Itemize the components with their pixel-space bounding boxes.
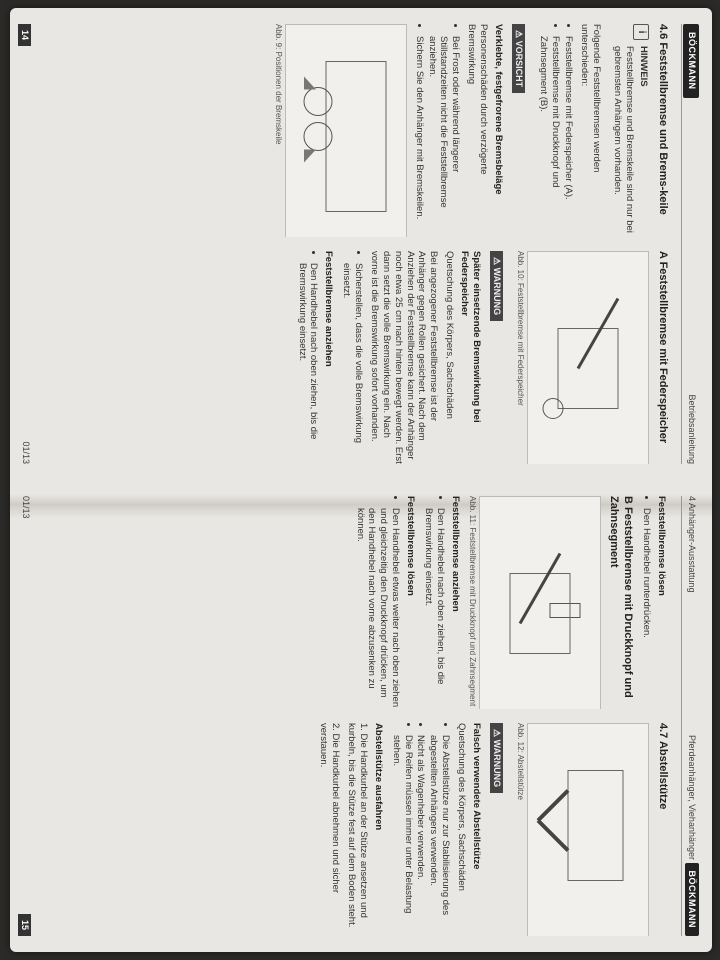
caution-text: Personenschäden durch verzögerte Bremswirkung (466, 24, 490, 175)
footer-right (18, 496, 31, 936)
note-text: Feststellbremse und Bremskeile sind nur bei gebremsten Anhängern vorhanden. (612, 46, 636, 233)
step: 2. Die Handkurbel abnehmen und sicher verstauen. (318, 723, 342, 894)
list-item: • Den Handhebel etwas weiter nach oben ziehen und gleichzeitig den Druckknopf drücken, um den Handhebel nach vorne abzusenken zu können. (354, 508, 402, 709)
list-item: • Sicherstellen, dass die volle Bremswirkung einsetzt. (340, 263, 364, 464)
list-item: • Feststellbremse mit Federspeicher (A). (562, 36, 574, 237)
list-item: • Die Abstellstütze nur zur Stabilisierung des abgestellten Anhängers verwenden. (428, 735, 452, 936)
list-item: • Den Handhebel nach oben ziehen, bis die Bremswirkung einsetzt. (422, 508, 446, 709)
running-header-left (681, 24, 700, 464)
right-column-1 (63, 496, 673, 709)
left-column-2 (63, 251, 673, 464)
warning-text: Quetschung des Körpers, Sachschäden (444, 251, 456, 419)
step: 1. Die Handkurbel an der Stütze ansetzen und kurbeln, bis die Stütze fest auf dem Boden steht. (346, 723, 369, 928)
figure-12-caption: Abb. 12: Abstellstütze (516, 723, 526, 800)
page-number-right: 15 (18, 914, 31, 936)
spread (10, 8, 712, 952)
subhead: Feststellbremse lösen (656, 496, 667, 596)
page-15 (10, 480, 712, 952)
list-item: • Die Reifen müssen immer unter Belastung stehen. (390, 735, 414, 936)
footer-date-right: 01/13 (21, 496, 32, 519)
left-column-1 (63, 24, 673, 237)
section-title-b: B Feststellbremse mit Druckknopf und Zahnsegment (608, 496, 635, 698)
figure-9-wheel-chocks (285, 24, 407, 237)
figure-12-jack-stand (527, 723, 649, 936)
list-item: • Nicht als Wagenheber verwenden. (415, 735, 427, 936)
running-header-right (681, 496, 700, 936)
header-section-left: Betriebsanleitung (686, 394, 697, 464)
subhead: Feststellbremse anziehen (323, 251, 335, 367)
warning-title: Später einsetzende Bremswirkung bei Federspeicher (459, 251, 482, 423)
header-section-right: 4 Anhänger-Ausstattung (686, 496, 697, 593)
warning-text: Quetschung des Körpers, Sachschäden (456, 723, 468, 891)
brand-logo: BÖCKMANN (685, 863, 699, 937)
caution-badge: ⚠ VORSICHT (512, 24, 525, 93)
list-item: • Den Handhebel runterdrücken. (640, 508, 652, 709)
body-text: Bei angezogener Feststellbremse ist der Anhänger gegen Rollen gesichert. Nach dem Anziehen der Feststellbremse kann der Anhänger noch etwa 25 cm nach hinten bewegt werden. Erst dann setzt die volle Bremswirkung ein. Nach vorne ist die Bremswirkung sofort vorhanden. (369, 251, 440, 464)
header-category: Pferdeanhänger, Viehanhänger (686, 735, 697, 860)
list-item: • Den Handhebel nach oben ziehen, bis die Bremswirkung einsetzt. (296, 263, 320, 464)
figure-11-caption: Abb. 11: Feststellbremse mit Druckknopf und Zahnsegment (467, 496, 477, 707)
page-14 (10, 8, 712, 480)
intro-text: Folgende Feststellbremsen werden unterschieden: (578, 24, 602, 173)
note-label: HINWEIS (638, 46, 650, 87)
brand-logo: BÖCKMANN (683, 24, 698, 98)
warning-badge: ⚠ WARNUNG (490, 251, 503, 321)
subhead: Abstellstütze ausfahren (372, 723, 384, 831)
caution-title: Verklebte, festgefrorene Bremsbeläge (493, 24, 504, 195)
figure-10-spring-brake (527, 251, 649, 464)
right-column-2 (63, 723, 673, 936)
figure-9-caption: Abb. 9: Positionen der Bremskeile (273, 24, 283, 145)
figure-10-caption: Abb. 10: Feststellbremse mit Federspeicher (516, 251, 526, 406)
warning-badge: ⚠ WARNUNG (490, 723, 503, 793)
list-item: • Feststellbremse mit Druckknopf und Zahnsegment (B). (537, 36, 561, 237)
warning-title: Falsch verwendete Abstellstütze (471, 723, 482, 870)
section-title-a: A Feststellbremse mit Federspeicher (657, 251, 669, 444)
subhead: Feststellbremse lösen (405, 496, 417, 596)
note-box (608, 24, 650, 237)
footer-left (18, 24, 31, 464)
list-item: • Bei Frost oder während längerer Stillstandzeiten nicht die Feststellbremse anziehen. (426, 36, 462, 237)
list-item: • Sichern Sie den Anhänger mit Bremskeilen. (413, 36, 425, 237)
booklet (10, 8, 712, 952)
subhead: Feststellbremse anziehen (449, 496, 461, 612)
section-title-4-6: 4.6 Feststellbremse und Brems-keile (657, 24, 669, 215)
page-number-left: 14 (18, 24, 31, 46)
figure-11-button-brake (479, 496, 601, 709)
section-title-4-7: 4.7 Abstellstütze (657, 723, 669, 810)
info-icon: i (633, 24, 649, 40)
footer-date-left: 01/13 (21, 441, 32, 464)
